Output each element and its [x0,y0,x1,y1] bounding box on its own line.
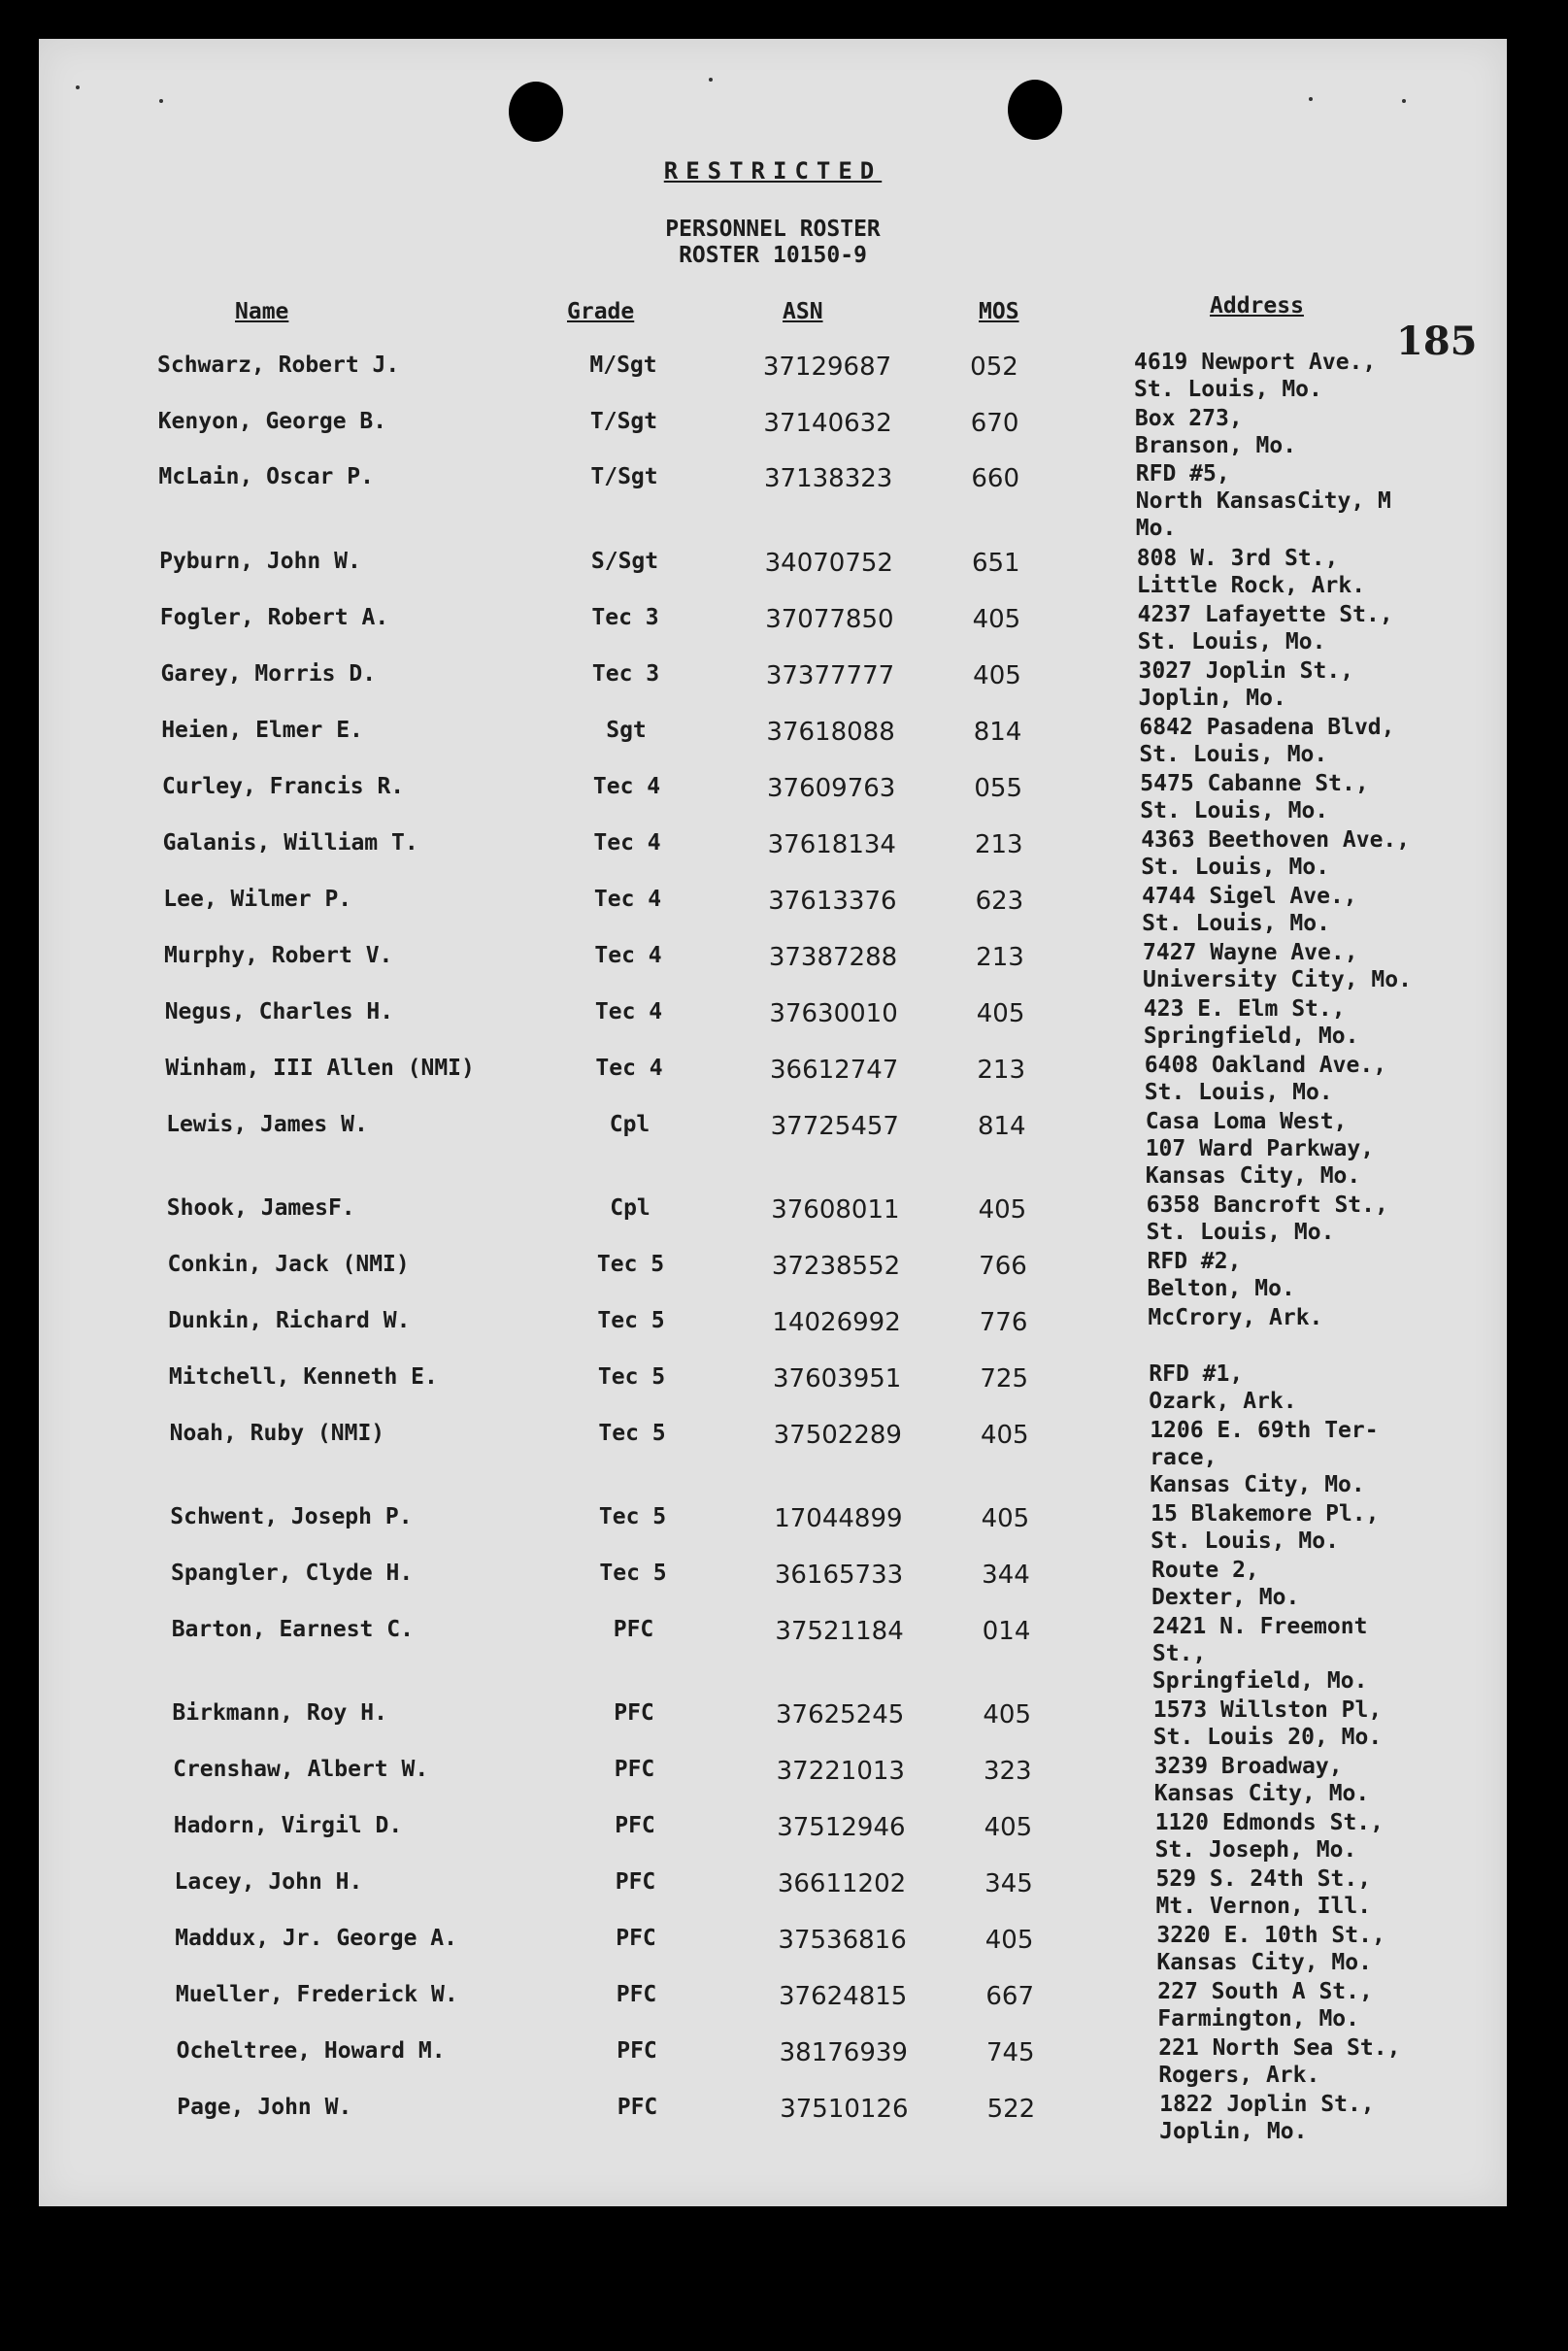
grade-cell: PFC [615,1813,655,1838]
address-cell [1144,995,1359,1050]
address-line: 3239 Broadway, [1153,1754,1343,1779]
name-cell: Schwarz, Robert J. [157,353,400,378]
speck [709,78,713,82]
asn-cell: 37502289 [773,1421,902,1450]
address-cell [1139,657,1354,712]
address-line: RFD #1, [1149,1361,1244,1387]
name-cell: Curley, Francis R. [161,774,405,799]
name-cell: Mitchell, Kenneth E. [168,1364,438,1390]
asn-cell: 37608011 [771,1195,900,1225]
address-cell [1140,770,1368,824]
address-line: Mt. Vernon, Ill. [1155,1894,1372,1919]
grade-cell: Tec 4 [592,774,661,799]
address-line: Branson, Mo. [1134,433,1297,458]
address-line: Dexter, Mo. [1151,1585,1300,1610]
grade-cell: Tec 4 [593,830,661,856]
address-line: St. Louis, Mo. [1151,1528,1339,1554]
address-line: St. Louis, Mo. [1140,798,1329,823]
grade-cell: Tec 3 [591,605,659,630]
address-line: 227 South A St., [1157,1979,1373,2004]
asn-cell: 37603951 [773,1364,902,1394]
name-cell: Birkmann, Roy H. [172,1700,387,1726]
address-cell [1149,1360,1296,1415]
document-title: PERSONNEL ROSTER [665,217,881,242]
address-line: Kansas City, Mo. [1153,1781,1370,1806]
mos-cell: 014 [982,1617,1031,1646]
mos-cell: 213 [974,830,1023,859]
address-cell [1148,1304,1322,1331]
mos-cell: 405 [973,661,1021,690]
name-cell: Noah, Ruby (NMI) [169,1421,385,1446]
name-cell: Crenshaw, Albert W. [173,1757,429,1782]
grade-cell: PFC [616,1982,657,2007]
address-line: 4744 Sigel Ave., [1142,884,1357,909]
speck [1402,99,1406,103]
asn-cell: 14026992 [772,1308,901,1337]
grade-cell: T/Sgt [589,409,658,434]
mos-cell: 405 [976,999,1025,1028]
address-line: St. Louis, Mo. [1137,629,1326,655]
name-cell: Winham, III Allen (NMI) [165,1056,475,1081]
asn-cell: 34070752 [764,549,893,578]
address-line: 4619 Newport Ave., [1134,350,1377,375]
asn-cell: 37129687 [762,353,892,382]
column-header-name: Name [235,299,289,324]
name-cell: McLain, Oscar P. [158,464,374,489]
address-line: St. Louis, Mo. [1142,911,1330,936]
grade-cell: Tec 5 [596,1252,665,1277]
page-number: 185 [1396,319,1478,364]
mos-cell: 405 [984,1813,1033,1842]
punch-hole-left [509,82,563,142]
name-cell: Murphy, Robert V. [164,943,393,968]
asn-cell: 17044899 [774,1504,903,1533]
address-line: Belton, Mo. [1147,1276,1295,1301]
address-line: Farmington, Mo. [1157,2006,1360,2032]
address-line: 3220 E. 10th St., [1156,1923,1385,1948]
address-line: Kansas City, Mo. [1145,1163,1361,1189]
address-line: 6358 Bancroft St., [1146,1192,1388,1218]
name-cell: Lewis, James W. [166,1112,368,1137]
address-line: RFD #5, [1135,461,1230,487]
address-line: Little Rock, Ark. [1136,573,1366,598]
mos-cell: 323 [983,1757,1032,1786]
address-cell [1155,1809,1384,1864]
mos-cell: 344 [982,1561,1030,1590]
mos-cell: 766 [979,1252,1027,1281]
name-cell: Dunkin, Richard W. [168,1308,411,1333]
grade-cell: PFC [617,2095,658,2120]
mos-cell: 522 [986,2095,1036,2124]
asn-cell: 37609763 [767,774,896,803]
mos-cell: 814 [973,718,1022,747]
address-line: 808 W. 3rd St., [1136,546,1339,571]
name-cell: Lacey, John H. [174,1869,363,1895]
grade-cell: PFC [614,1757,655,1782]
address-cell [1145,1052,1386,1106]
address-line: St. Louis, Mo. [1144,1080,1333,1105]
address-line: 7427 Wayne Ave., [1143,940,1358,965]
asn-cell: 37377777 [765,661,895,690]
address-line: St. Louis, Mo. [1134,377,1322,402]
address-cell [1147,1192,1388,1246]
name-cell: Kenyon, George B. [157,409,387,434]
address-cell [1137,545,1365,599]
asn-cell: 37625245 [776,1700,905,1730]
column-header-asn: ASN [783,299,823,324]
address-line: 2421 N. Freemont [1151,1614,1368,1639]
address-line: 1120 Edmonds St., [1154,1810,1384,1835]
name-cell: Fogler, Robert A. [159,605,389,630]
grade-cell: Tec 5 [599,1561,667,1586]
name-cell: Lee, Wilmer P. [163,887,352,912]
address-line: Box 273, [1134,406,1243,431]
grade-cell: Tec 4 [595,1056,663,1081]
name-cell: Garey, Morris D. [160,661,377,687]
address-line: 4363 Beethoven Ave., [1141,827,1411,853]
address-line: 1206 E. 69th Ter- [1150,1418,1379,1443]
grade-cell: PFC [616,1926,656,1951]
grade-cell: Tec 3 [591,661,660,687]
grade-cell: S/Sgt [590,549,659,574]
address-cell [1134,349,1376,403]
name-cell: Negus, Charles H. [164,999,394,1024]
asn-cell: 37140632 [763,409,892,438]
grade-cell: Tec 4 [594,999,663,1024]
grade-cell: Sgt [606,718,647,743]
address-line: 1822 Joplin St., [1159,2092,1375,2117]
grade-cell: Tec 5 [597,1308,665,1333]
mos-cell: 660 [971,464,1019,493]
mos-cell: 213 [976,943,1024,972]
name-cell: Hadorn, Virgil D. [173,1813,403,1838]
address-cell [1143,939,1412,993]
address-line: 6842 Pasadena Blvd, [1139,715,1395,740]
address-cell [1141,826,1410,881]
grade-cell: M/Sgt [589,353,657,378]
grade-cell: PFC [617,2038,657,2064]
address-line: Joplin, Mo. [1159,2119,1308,2144]
address-line: 423 E. Elm St., [1143,996,1346,1022]
address-line: McCrory, Ark. [1148,1305,1323,1330]
address-line: Kansas City, Mo. [1150,1472,1365,1497]
asn-cell: 37725457 [770,1112,899,1141]
column-header-mos: MOS [979,299,1019,324]
name-cell: Maddux, Jr. George A. [175,1926,457,1951]
speck [159,99,163,103]
address-line: Kansas City, Mo. [1156,1950,1372,1975]
address-line: Ozark, Ark. [1149,1389,1297,1414]
address-line: St. Louis, Mo. [1139,742,1328,767]
address-line: St. Louis, Mo. [1146,1220,1335,1245]
address-line: St. Joseph, Mo. [1154,1837,1357,1863]
grade-cell: Tec 5 [598,1421,666,1446]
address-cell [1157,1978,1373,2032]
classification-marking: RESTRICTED [663,157,883,185]
asn-cell: 38176939 [779,2038,908,2067]
grade-cell: Tec 4 [593,887,662,912]
name-cell: Barton, Earnest C. [171,1617,414,1642]
name-cell: Spangler, Clyde H. [171,1561,414,1586]
address-line: Springfield, Mo. [1151,1668,1368,1694]
asn-cell: 37521184 [775,1617,904,1646]
mos-cell: 052 [970,353,1018,382]
mos-cell: 405 [978,1195,1027,1225]
speck [76,85,80,89]
asn-cell: 36165733 [774,1561,904,1590]
grade-cell: Tec 5 [598,1504,667,1529]
grade-cell: T/Sgt [590,464,658,489]
asn-cell: 37387288 [768,943,898,972]
address-cell [1153,1696,1382,1751]
mos-cell: 745 [985,2038,1035,2067]
column-header-grade: Grade [567,299,635,324]
address-line: Mo. [1135,516,1177,541]
address-cell [1158,2034,1400,2089]
address-line: Rogers, Ark. [1158,2063,1320,2088]
mos-cell: 055 [974,774,1022,803]
address-line: 3027 Joplin St., [1138,658,1354,684]
address-line: St., [1151,1641,1207,1666]
address-line: St. Louis 20, Mo. [1152,1725,1383,1750]
address-line: University City, Mo. [1143,967,1412,992]
document-page [39,39,1507,2206]
grade-cell: PFC [615,1869,656,1895]
address-line: 15 Blakemore Pl., [1151,1501,1380,1527]
address-cell [1146,1108,1374,1190]
mos-cell: 213 [977,1056,1025,1085]
name-cell: Shook, JamesF. [166,1195,355,1221]
address-line: race, [1150,1445,1218,1470]
asn-cell: 36611202 [777,1869,907,1898]
address-line: Joplin, Mo. [1138,686,1286,711]
address-line: 221 North Sea St., [1158,2035,1401,2061]
name-cell: Conkin, Jack (NMI) [167,1252,410,1277]
mos-cell: 405 [980,1421,1029,1450]
grade-cell: Cpl [609,1112,651,1137]
name-cell: Mueller, Frederick W. [175,1982,458,2007]
document-subtitle: ROSTER 10150-9 [679,243,867,268]
mos-cell: 405 [984,1926,1034,1955]
address-cell [1156,1865,1372,1920]
mos-cell: 776 [979,1308,1028,1337]
mos-cell: 405 [983,1700,1031,1730]
address-line: St. Louis, Mo. [1141,855,1330,880]
asn-cell: 37630010 [769,999,898,1028]
address-cell [1142,883,1357,937]
address-line: 4237 Lafayette St., [1137,602,1393,627]
address-line: 529 S. 24th St., [1155,1866,1372,1892]
grade-cell: Cpl [610,1195,651,1221]
asn-cell: 37613376 [768,887,897,916]
address-line: 107 Ward Parkway, [1145,1136,1375,1161]
asn-cell: 37221013 [776,1757,905,1786]
name-cell: Pyburn, John W. [159,549,361,574]
address-line: 6408 Oakland Ave., [1144,1053,1387,1078]
mos-cell: 814 [977,1112,1026,1141]
asn-cell: 37536816 [778,1926,907,1955]
speck [1309,97,1313,101]
address-line: RFD #2, [1147,1249,1242,1274]
grade-cell: PFC [613,1617,654,1642]
grade-cell: Tec 5 [597,1364,666,1390]
asn-cell: 37077850 [765,605,894,634]
mos-cell: 670 [970,409,1019,438]
address-line: Casa Loma West, [1145,1109,1348,1134]
address-line: Springfield, Mo. [1143,1024,1359,1049]
asn-cell: 37624815 [779,1982,908,2011]
address-cell [1139,714,1394,768]
mos-cell: 623 [975,887,1024,916]
address-cell [1150,1417,1378,1498]
address-cell [1138,601,1393,655]
address-line: North KansasCity, M [1135,488,1391,514]
mos-cell: 667 [985,1982,1034,2011]
address-line: 5475 Cabanne St., [1140,771,1369,796]
name-cell: Heien, Elmer E. [161,718,363,743]
asn-cell: 37238552 [771,1252,901,1281]
address-cell [1156,1922,1385,1976]
address-cell [1151,1500,1379,1555]
address-line: Route 2, [1151,1558,1259,1583]
address-cell [1152,1613,1368,1695]
name-cell: Schwent, Joseph P. [170,1504,413,1529]
mos-cell: 725 [980,1364,1028,1394]
asn-cell: 37510126 [780,2095,909,2124]
mos-cell: 345 [984,1869,1033,1898]
name-cell: Page, John W. [177,2095,352,2120]
address-cell [1151,1557,1299,1611]
address-cell [1136,460,1391,542]
mos-cell: 405 [981,1504,1030,1533]
asn-cell: 37512946 [777,1813,906,1842]
asn-cell: 37138323 [764,464,893,493]
grade-cell: PFC [614,1700,654,1726]
name-cell: Ocheltree, Howard M. [176,2038,446,2064]
address-cell [1135,405,1296,459]
punch-hole-right [1008,80,1062,140]
asn-cell: 37618134 [767,830,896,859]
grade-cell: Tec 4 [594,943,662,968]
address-cell [1148,1248,1295,1302]
address-cell [1154,1753,1370,1807]
name-cell: Galanis, William T. [162,830,418,856]
asn-cell: 37618088 [766,718,895,747]
address-cell [1159,2091,1375,2145]
asn-cell: 36612747 [770,1056,899,1085]
address-line: 1573 Willston Pl, [1152,1697,1383,1723]
column-header-address: Address [1210,293,1304,319]
mos-cell: 651 [971,549,1020,578]
mos-cell: 405 [972,605,1021,634]
